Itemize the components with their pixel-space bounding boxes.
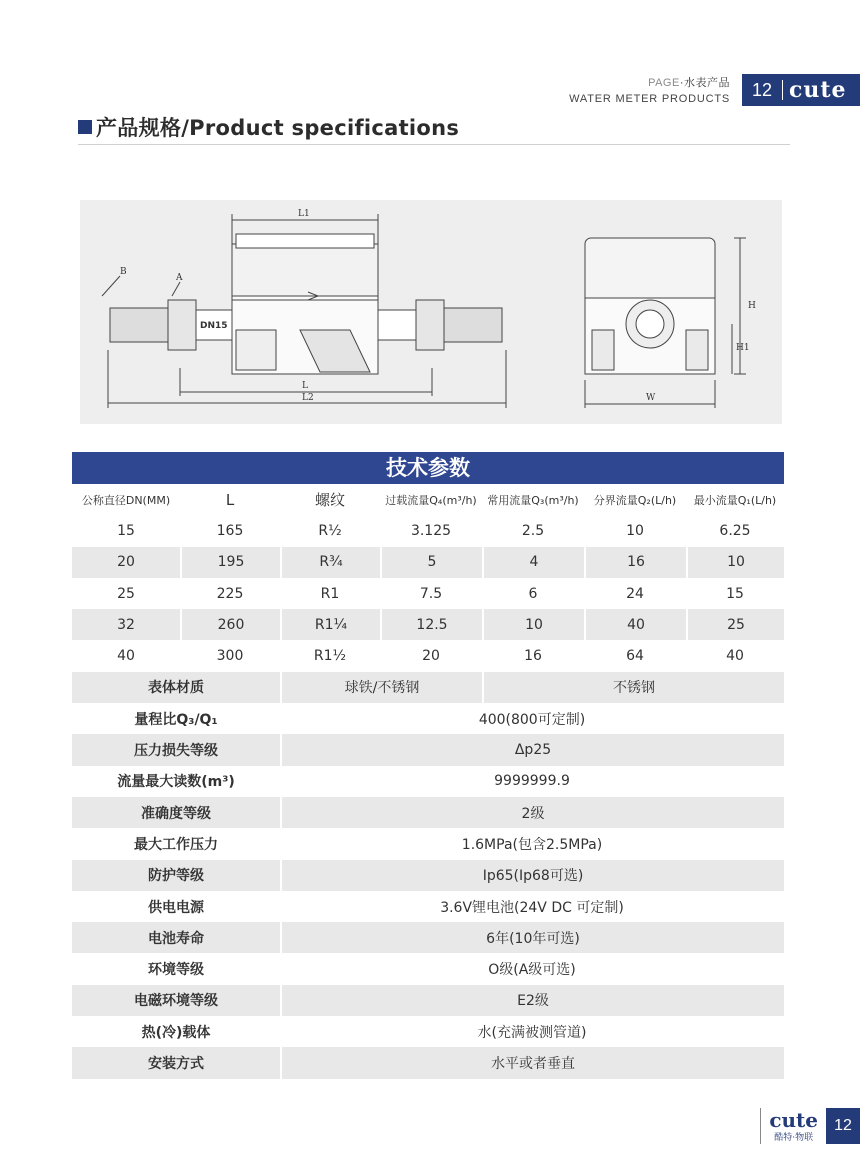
spec-value: 6年(10年可选) bbox=[280, 922, 784, 953]
col-header: 最小流量Q₁(L/h) bbox=[693, 493, 777, 507]
spec-row bbox=[72, 860, 784, 891]
spec-row bbox=[72, 985, 784, 1016]
table-cell: 15 bbox=[726, 585, 744, 602]
spec-label: 供电电源 bbox=[148, 899, 204, 916]
table-cell: 2.5 bbox=[521, 522, 545, 539]
table-cell: 5 bbox=[380, 547, 482, 578]
spec-row bbox=[72, 766, 784, 797]
spec-label: 电池寿命 bbox=[148, 930, 204, 947]
table-title: 技术参数 bbox=[72, 452, 784, 484]
spec-value: O级(A级可选) bbox=[488, 962, 576, 979]
table-cell: 32 bbox=[117, 616, 135, 633]
spec-label: 量程比Q₃/Q₁ bbox=[134, 711, 218, 728]
spec-label: 流量最大读数(m³) bbox=[117, 774, 235, 791]
label-DN: DN15 bbox=[200, 321, 228, 331]
spec-value: 水(充满被测管道) bbox=[477, 1024, 587, 1041]
spec-value: E2级 bbox=[280, 985, 784, 1016]
footer-divider bbox=[760, 1108, 761, 1144]
header-page-number: 12 bbox=[751, 79, 773, 100]
table-cell: R1 bbox=[320, 585, 340, 602]
table-cell: R¾ bbox=[280, 547, 380, 578]
spec-row bbox=[72, 891, 784, 922]
spec-row bbox=[72, 922, 784, 953]
table-cell: 10 bbox=[686, 547, 784, 578]
col-header: 常用流量Q₃(m³/h) bbox=[487, 493, 579, 507]
table-cell: 15 bbox=[117, 522, 135, 539]
table-cell: 260 bbox=[180, 609, 280, 640]
table-cell: 25 bbox=[117, 585, 135, 602]
spec-row bbox=[72, 797, 784, 828]
spec-value: 2级 bbox=[280, 797, 784, 828]
page-label: PAGE bbox=[648, 77, 680, 89]
header-subtitle: WATER METER PRODUCTS bbox=[569, 93, 730, 105]
spec-label: 最大工作压力 bbox=[134, 836, 218, 853]
section-title-text: 产品规格/Product specifications bbox=[96, 116, 460, 140]
spec-label: 防护等级 bbox=[148, 868, 204, 885]
footer bbox=[760, 1108, 860, 1144]
page-label-cn: ·水表产品 bbox=[679, 77, 730, 89]
table-cell: 10 bbox=[482, 609, 584, 640]
table-row bbox=[72, 515, 784, 546]
spec-value: 3.6V锂电池(24V DC 可定制) bbox=[440, 899, 624, 916]
spec-value: 9999999.9 bbox=[494, 773, 570, 790]
title-divider bbox=[78, 144, 790, 145]
label-B: B bbox=[120, 267, 127, 277]
table-cell: 16 bbox=[584, 547, 686, 578]
col-header: 螺纹 bbox=[314, 491, 345, 510]
table-cell: 64 bbox=[626, 648, 644, 665]
spec-value: 球铁/不锈钢 bbox=[280, 672, 482, 703]
col-header: 分界流量Q₂(L/h) bbox=[593, 493, 677, 507]
table-cell: 4 bbox=[482, 547, 584, 578]
table-cell: 7.5 bbox=[419, 585, 443, 602]
spec-value: Ip65(Ip68可选) bbox=[280, 860, 784, 891]
spec-label: 安装方式 bbox=[148, 1055, 204, 1072]
spec-value: 400(800可定制) bbox=[478, 711, 586, 728]
table-cell: 20 bbox=[117, 554, 135, 571]
spec-value: 1.6MPa(包含2.5MPa) bbox=[461, 836, 603, 853]
spec-label: 环境等级 bbox=[148, 962, 204, 979]
water-meter-drawing bbox=[80, 200, 782, 424]
col-header: 过载流量Q₄(m³/h) bbox=[385, 493, 477, 507]
table-cell: 16 bbox=[524, 648, 542, 665]
table-row bbox=[72, 609, 784, 640]
label-L: L bbox=[302, 381, 308, 391]
title-square-icon bbox=[78, 120, 92, 134]
table-header-row bbox=[72, 484, 784, 515]
table-row bbox=[72, 578, 784, 609]
spec-row bbox=[72, 953, 784, 984]
label-L2: L2 bbox=[302, 393, 314, 403]
spec-row bbox=[72, 828, 784, 859]
table-cell: 6 bbox=[528, 585, 538, 602]
brand-logo: cute bbox=[789, 77, 847, 103]
spec-label: 压力损失等级 bbox=[134, 743, 218, 760]
spec-label: 准确度等级 bbox=[141, 805, 211, 822]
spec-row bbox=[72, 734, 784, 765]
footer-page-number: 12 bbox=[826, 1108, 860, 1144]
table-cell: 10 bbox=[626, 522, 644, 539]
table-cell: 40 bbox=[584, 609, 686, 640]
spec-row bbox=[72, 1047, 784, 1078]
spec-row bbox=[72, 1016, 784, 1047]
table-cell: 300 bbox=[216, 648, 244, 665]
table-cell: 24 bbox=[626, 585, 644, 602]
table-cell: 20 bbox=[422, 648, 440, 665]
table-cell: 40 bbox=[726, 648, 744, 665]
table-cell: 25 bbox=[686, 609, 784, 640]
spec-label: 电磁环境等级 bbox=[134, 993, 218, 1010]
table-cell: 3.125 bbox=[410, 522, 452, 539]
table-cell: 165 bbox=[216, 522, 244, 539]
table-cell: R1¼ bbox=[280, 609, 380, 640]
footer-brand-sub: 酷特·物联 bbox=[774, 1132, 814, 1143]
table-cell: 12.5 bbox=[380, 609, 482, 640]
table-row bbox=[72, 640, 784, 671]
material-row bbox=[72, 672, 784, 703]
footer-logo: cute bbox=[769, 1107, 818, 1132]
label-A: A bbox=[176, 273, 183, 283]
table-row bbox=[72, 547, 784, 578]
header-meta bbox=[569, 74, 730, 105]
label-H: H bbox=[748, 301, 756, 311]
col-header: 公称直径DN(MM) bbox=[81, 493, 171, 507]
section-title bbox=[78, 112, 459, 142]
table-cell: 225 bbox=[216, 585, 244, 602]
spec-label: 热(冷)载体 bbox=[141, 1024, 211, 1041]
label-H1: H1 bbox=[736, 343, 750, 353]
label-W: W bbox=[646, 393, 656, 403]
table-cell: 195 bbox=[180, 547, 280, 578]
table-cell: R½ bbox=[318, 522, 342, 539]
table-cell: R1½ bbox=[313, 648, 347, 665]
spec-value: 水平或者垂直 bbox=[280, 1047, 784, 1078]
spec-label: 表体材质 bbox=[148, 680, 204, 697]
col-header: L bbox=[225, 490, 235, 509]
footer-brand bbox=[769, 1107, 818, 1143]
table-cell: 6.25 bbox=[719, 522, 751, 539]
spec-value: 不锈钢 bbox=[482, 672, 784, 703]
product-diagram bbox=[80, 200, 782, 424]
spec-table bbox=[72, 452, 784, 1079]
badge-divider bbox=[782, 80, 783, 100]
spec-row bbox=[72, 703, 784, 734]
label-L1: L1 bbox=[298, 209, 310, 219]
header-badge bbox=[742, 74, 860, 106]
spec-value: Δp25 bbox=[280, 734, 784, 765]
table-cell: 40 bbox=[117, 648, 135, 665]
